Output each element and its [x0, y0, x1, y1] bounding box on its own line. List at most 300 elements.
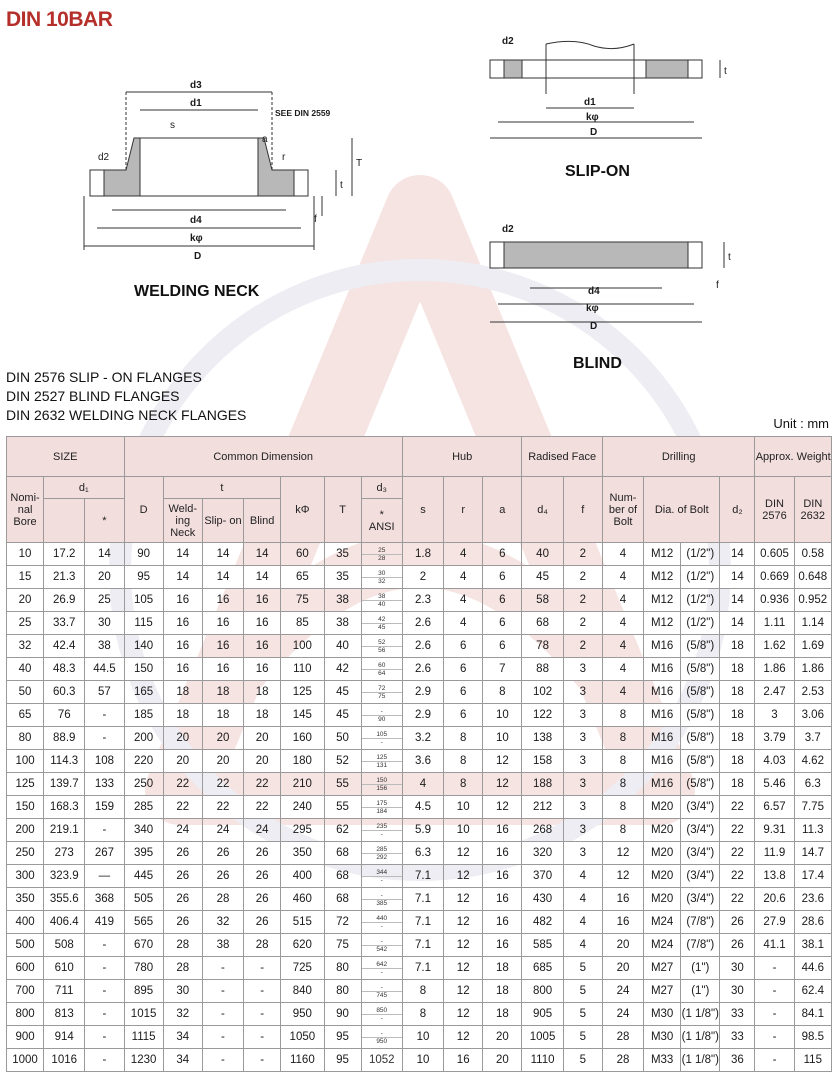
- cell-D: 1015: [124, 1003, 163, 1026]
- cell-d1s: 14: [85, 543, 124, 566]
- cell-ts: 32: [202, 911, 243, 934]
- table-row: [7, 727, 832, 750]
- cell-a: 16: [483, 934, 522, 957]
- cell-ts: -: [202, 980, 243, 1003]
- cell-w2: 98.5: [794, 1026, 831, 1049]
- table-row: [7, 842, 832, 865]
- cell-w2: 4.62: [794, 750, 831, 773]
- cell-ts: 18: [202, 681, 243, 704]
- cell-d4: 188: [522, 773, 563, 796]
- cell-w1: 9.31: [755, 819, 794, 842]
- cell-d4: 370: [522, 865, 563, 888]
- cell-d3: - 745: [361, 980, 402, 1003]
- blind-caption: BLIND: [573, 355, 622, 372]
- cell-d1s: 57: [85, 681, 124, 704]
- cell-T: 90: [324, 1003, 361, 1026]
- cell-nb: 100: [7, 750, 44, 773]
- d4-header: d₄: [522, 477, 563, 543]
- cell-d1s: -: [85, 980, 124, 1003]
- cell-D: 90: [124, 543, 163, 566]
- cell-d1: 76: [44, 704, 85, 727]
- din2632-header: DIN 2632: [794, 477, 831, 543]
- cell-f: 3: [563, 727, 602, 750]
- table-row: [7, 819, 832, 842]
- cell-s: 7.1: [402, 888, 443, 911]
- cell-ts: 28: [202, 888, 243, 911]
- cell-k: 145: [281, 704, 324, 727]
- cell-nb: 10: [7, 543, 44, 566]
- cell-n: 8: [602, 796, 643, 819]
- d3-ansi-header: [361, 499, 402, 543]
- cell-f: 4: [563, 865, 602, 888]
- d3-header: d₃: [361, 477, 402, 499]
- cell-ts: 22: [202, 796, 243, 819]
- cell-w2: 3.7: [794, 727, 831, 750]
- svg-text:T: T: [356, 158, 363, 169]
- unit-label: Unit : mm: [773, 416, 829, 431]
- cell-d4: 905: [522, 1003, 563, 1026]
- a-header: a: [483, 477, 522, 543]
- cell-tb: -: [244, 980, 281, 1003]
- d1-value-header: [44, 499, 85, 543]
- cell-d3: 344 -: [361, 865, 402, 888]
- cell-tb: 26: [244, 888, 281, 911]
- cell-ts: -: [202, 957, 243, 980]
- cell-n: 4: [602, 681, 643, 704]
- cell-n: 16: [602, 911, 643, 934]
- cell-k: 400: [281, 865, 324, 888]
- cell-k: 85: [281, 612, 324, 635]
- cell-T: 35: [324, 543, 361, 566]
- cell-n: 4: [602, 566, 643, 589]
- cell-d4: 45: [522, 566, 563, 589]
- cell-in: (3/4"): [681, 842, 720, 865]
- cell-a: 6: [483, 635, 522, 658]
- cell-ts: 16: [202, 658, 243, 681]
- cell-w1: 20.6: [755, 888, 794, 911]
- standard-blind: DIN 2527 BLIND FLANGES: [6, 388, 180, 404]
- cell-n: 4: [602, 543, 643, 566]
- cell-T: 55: [324, 796, 361, 819]
- cell-a: 10: [483, 704, 522, 727]
- cell-d4: 482: [522, 911, 563, 934]
- cell-w2: 0.58: [794, 543, 831, 566]
- cell-d3: 105 -: [361, 727, 402, 750]
- cell-s: 7.1: [402, 957, 443, 980]
- cell-d1s: 368: [85, 888, 124, 911]
- cell-k: 110: [281, 658, 324, 681]
- cell-n: 4: [602, 658, 643, 681]
- cell-tb: 28: [244, 934, 281, 957]
- cell-d1s: -: [85, 1003, 124, 1026]
- cell-d1s: -: [85, 819, 124, 842]
- cell-m: M12: [644, 612, 681, 635]
- cell-r: 10: [444, 796, 483, 819]
- cell-d4: 138: [522, 727, 563, 750]
- cell-d2: 26: [720, 911, 755, 934]
- cell-tb: 18: [244, 704, 281, 727]
- table-row: [7, 865, 832, 888]
- cell-ts: 38: [202, 934, 243, 957]
- cell-r: 6: [444, 658, 483, 681]
- cell-tb: -: [244, 1003, 281, 1026]
- d1-header: d₁: [44, 477, 124, 499]
- cell-d4: 68: [522, 612, 563, 635]
- cell-nb: 80: [7, 727, 44, 750]
- cell-d4: 212: [522, 796, 563, 819]
- cell-r: 6: [444, 704, 483, 727]
- cell-k: 65: [281, 566, 324, 589]
- cell-in: (1 1/8"): [681, 1026, 720, 1049]
- cell-in: (3/4"): [681, 888, 720, 911]
- cell-k: 950: [281, 1003, 324, 1026]
- cell-d2: 36: [720, 1049, 755, 1072]
- cell-k: 840: [281, 980, 324, 1003]
- cell-w2: 23.6: [794, 888, 831, 911]
- cell-d3: 150 156: [361, 773, 402, 796]
- cell-w2: 84.1: [794, 1003, 831, 1026]
- cell-tb: 26: [244, 865, 281, 888]
- cell-d4: 88: [522, 658, 563, 681]
- drilling-header: Drilling: [602, 437, 755, 477]
- cell-f: 5: [563, 1026, 602, 1049]
- cell-ts: 18: [202, 704, 243, 727]
- cell-T: 68: [324, 888, 361, 911]
- cell-m: M27: [644, 980, 681, 1003]
- cell-r: 8: [444, 773, 483, 796]
- cell-w1: -: [755, 980, 794, 1003]
- cell-d2: 18: [720, 658, 755, 681]
- cell-tb: 14: [244, 566, 281, 589]
- cell-D: 395: [124, 842, 163, 865]
- cell-n: 12: [602, 865, 643, 888]
- cell-tw: 32: [163, 1003, 202, 1026]
- cell-tw: 28: [163, 934, 202, 957]
- cell-r: 12: [444, 980, 483, 1003]
- cell-T: 80: [324, 980, 361, 1003]
- cell-T: 80: [324, 957, 361, 980]
- table-body: [7, 543, 832, 1072]
- cell-d1s: 159: [85, 796, 124, 819]
- cell-r: 10: [444, 819, 483, 842]
- cell-m: M20: [644, 842, 681, 865]
- cell-T: 75: [324, 934, 361, 957]
- page-title: DIN 10BAR: [6, 8, 113, 31]
- cell-a: 8: [483, 681, 522, 704]
- cell-w1: 3: [755, 704, 794, 727]
- cell-w2: 14.7: [794, 842, 831, 865]
- cell-d1: 323.9: [44, 865, 85, 888]
- cell-d1: 711: [44, 980, 85, 1003]
- cell-d2: 14: [720, 543, 755, 566]
- cell-n: 8: [602, 773, 643, 796]
- cell-w2: 17.4: [794, 865, 831, 888]
- cell-d3: 850 -: [361, 1003, 402, 1026]
- cell-w1: 0.936: [755, 589, 794, 612]
- cell-in: (1/2"): [681, 566, 720, 589]
- cell-s: 8: [402, 1003, 443, 1026]
- cell-in: (5/8"): [681, 750, 720, 773]
- cell-d4: 430: [522, 888, 563, 911]
- cell-d3: 30 32: [361, 566, 402, 589]
- cell-d2: 30: [720, 980, 755, 1003]
- cell-w1: 0.669: [755, 566, 794, 589]
- cell-D: 140: [124, 635, 163, 658]
- cell-tb: 16: [244, 635, 281, 658]
- cell-T: 68: [324, 865, 361, 888]
- cell-s: 2.3: [402, 589, 443, 612]
- cell-d1s: 38: [85, 635, 124, 658]
- cell-f: 3: [563, 681, 602, 704]
- cell-w1: 1.11: [755, 612, 794, 635]
- cell-D: 105: [124, 589, 163, 612]
- cell-tw: 22: [163, 796, 202, 819]
- cell-tb: 18: [244, 681, 281, 704]
- cell-n: 8: [602, 750, 643, 773]
- cell-d3: 52 56: [361, 635, 402, 658]
- flange-dimension-table: [6, 436, 832, 1072]
- cell-a: 12: [483, 750, 522, 773]
- cell-d1s: —: [85, 865, 124, 888]
- cell-d1: 33.7: [44, 612, 85, 635]
- cell-d1: 355.6: [44, 888, 85, 911]
- cell-r: 12: [444, 842, 483, 865]
- cell-T: 45: [324, 704, 361, 727]
- cell-d2: 14: [720, 566, 755, 589]
- svg-text:f: f: [716, 280, 719, 291]
- cell-d3: - 542: [361, 934, 402, 957]
- cell-T: 68: [324, 842, 361, 865]
- d2-header: d₂: [720, 477, 755, 543]
- cell-f: 5: [563, 980, 602, 1003]
- cell-f: 5: [563, 957, 602, 980]
- cell-in: (1/2"): [681, 543, 720, 566]
- cell-m: M30: [644, 1026, 681, 1049]
- cell-n: 8: [602, 819, 643, 842]
- svg-text:f: f: [314, 214, 317, 225]
- cell-d1s: -: [85, 704, 124, 727]
- cell-D: 285: [124, 796, 163, 819]
- cell-ts: 16: [202, 612, 243, 635]
- svg-text:r: r: [282, 152, 286, 163]
- cell-d1s: -: [85, 957, 124, 980]
- cell-d3: 38 40: [361, 589, 402, 612]
- table-row: [7, 957, 832, 980]
- cell-d2: 14: [720, 612, 755, 635]
- cell-f: 2: [563, 635, 602, 658]
- cell-tb: 14: [244, 543, 281, 566]
- D-header: D: [124, 477, 163, 543]
- standard-slip-on: DIN 2576 SLIP - ON FLANGES: [6, 369, 202, 385]
- cell-s: 1.8: [402, 543, 443, 566]
- cell-d3: - 950: [361, 1026, 402, 1049]
- cell-d3: 285 292: [361, 842, 402, 865]
- svg-text:s: s: [170, 120, 175, 131]
- cell-w2: 1.14: [794, 612, 831, 635]
- cell-n: 8: [602, 704, 643, 727]
- cell-in: (1/2"): [681, 612, 720, 635]
- k-header: kΦ: [281, 477, 324, 543]
- cell-s: 10: [402, 1026, 443, 1049]
- cell-d4: 1110: [522, 1049, 563, 1072]
- cell-d4: 58: [522, 589, 563, 612]
- cell-d3: 175 184: [361, 796, 402, 819]
- table-row: [7, 796, 832, 819]
- cell-r: 8: [444, 750, 483, 773]
- cell-s: 4.5: [402, 796, 443, 819]
- cell-r: 16: [444, 1049, 483, 1072]
- cell-n: 4: [602, 589, 643, 612]
- cell-nb: 125: [7, 773, 44, 796]
- cell-s: 2.6: [402, 612, 443, 635]
- cell-d4: 40: [522, 543, 563, 566]
- hub-header: Hub: [402, 437, 522, 477]
- table-row: [7, 589, 832, 612]
- table-row: [7, 681, 832, 704]
- cell-a: 18: [483, 980, 522, 1003]
- cell-w2: 11.3: [794, 819, 831, 842]
- cell-d2: 30: [720, 957, 755, 980]
- cell-s: 3.2: [402, 727, 443, 750]
- cell-d3: 25 28: [361, 543, 402, 566]
- cell-s: 2: [402, 566, 443, 589]
- cell-m: M16: [644, 635, 681, 658]
- cell-m: M27: [644, 957, 681, 980]
- cell-nb: 800: [7, 1003, 44, 1026]
- cell-nb: 400: [7, 911, 44, 934]
- bolt-dia-header: Dia. of Bolt: [644, 477, 720, 543]
- cell-w2: 44.6: [794, 957, 831, 980]
- cell-a: 16: [483, 819, 522, 842]
- cell-a: 20: [483, 1049, 522, 1072]
- cell-k: 240: [281, 796, 324, 819]
- table-row: [7, 1049, 832, 1072]
- cell-D: 165: [124, 681, 163, 704]
- cell-d1: 1016: [44, 1049, 85, 1072]
- cell-d4: 122: [522, 704, 563, 727]
- cell-ts: -: [202, 1026, 243, 1049]
- cell-r: 6: [444, 681, 483, 704]
- cell-f: 4: [563, 888, 602, 911]
- cell-ts: 22: [202, 773, 243, 796]
- cell-w1: 3.79: [755, 727, 794, 750]
- cell-d2: 18: [720, 727, 755, 750]
- cell-w2: 2.53: [794, 681, 831, 704]
- cell-m: M12: [644, 566, 681, 589]
- slip-on-t-header: Slip- on: [202, 499, 243, 543]
- cell-nb: 50: [7, 681, 44, 704]
- cell-in: (5/8"): [681, 704, 720, 727]
- cell-nb: 350: [7, 888, 44, 911]
- cell-r: 12: [444, 934, 483, 957]
- cell-r: 4: [444, 543, 483, 566]
- table-row: [7, 612, 832, 635]
- svg-text:d2: d2: [98, 152, 110, 163]
- cell-f: 3: [563, 704, 602, 727]
- cell-s: 3.6: [402, 750, 443, 773]
- cell-in: (5/8"): [681, 635, 720, 658]
- cell-w1: 1.86: [755, 658, 794, 681]
- cell-w2: 28.6: [794, 911, 831, 934]
- cell-nb: 300: [7, 865, 44, 888]
- cell-m: M20: [644, 865, 681, 888]
- d1-star-header: *: [85, 499, 124, 543]
- cell-f: 2: [563, 543, 602, 566]
- cell-w1: 27.9: [755, 911, 794, 934]
- cell-w2: 115: [794, 1049, 831, 1072]
- cell-a: 16: [483, 842, 522, 865]
- cell-nb: 150: [7, 796, 44, 819]
- cell-d1s: 108: [85, 750, 124, 773]
- cell-d4: 158: [522, 750, 563, 773]
- cell-m: M12: [644, 543, 681, 566]
- cell-a: 20: [483, 1026, 522, 1049]
- cell-r: 12: [444, 1026, 483, 1049]
- cell-s: 5.9: [402, 819, 443, 842]
- cell-k: 350: [281, 842, 324, 865]
- cell-d2: 18: [720, 750, 755, 773]
- svg-text:kφ: kφ: [190, 233, 203, 244]
- cell-ts: 26: [202, 842, 243, 865]
- cell-d1s: 267: [85, 842, 124, 865]
- cell-k: 620: [281, 934, 324, 957]
- cell-d4: 268: [522, 819, 563, 842]
- cell-d1: 114.3: [44, 750, 85, 773]
- cell-w2: 0.648: [794, 566, 831, 589]
- nominal-bore-header: Nomi-nal Bore: [7, 477, 44, 543]
- cell-a: 16: [483, 865, 522, 888]
- blind-drawing: [484, 218, 744, 338]
- cell-in: (1/2"): [681, 589, 720, 612]
- svg-text:d2: d2: [502, 224, 514, 235]
- cell-T: 55: [324, 773, 361, 796]
- cell-nb: 25: [7, 612, 44, 635]
- cell-m: M20: [644, 796, 681, 819]
- cell-w1: -: [755, 1026, 794, 1049]
- cell-m: M12: [644, 589, 681, 612]
- cell-tw: 26: [163, 911, 202, 934]
- cell-m: M24: [644, 911, 681, 934]
- cell-D: 1230: [124, 1049, 163, 1072]
- cell-d2: 26: [720, 934, 755, 957]
- cell-a: 16: [483, 888, 522, 911]
- cell-d3: 440 -: [361, 911, 402, 934]
- cell-n: 16: [602, 888, 643, 911]
- cell-k: 295: [281, 819, 324, 842]
- cell-d1: 139.7: [44, 773, 85, 796]
- svg-text:t: t: [724, 66, 727, 77]
- svg-text:t: t: [340, 180, 343, 191]
- cell-w1: -: [755, 1003, 794, 1026]
- cell-m: M16: [644, 658, 681, 681]
- cell-n: 8: [602, 727, 643, 750]
- cell-d3: 642 -: [361, 957, 402, 980]
- cell-w1: 1.62: [755, 635, 794, 658]
- cell-D: 445: [124, 865, 163, 888]
- cell-tw: 28: [163, 957, 202, 980]
- svg-text:d2: d2: [502, 36, 514, 47]
- svg-text:D: D: [194, 251, 202, 262]
- cell-w1: 41.1: [755, 934, 794, 957]
- cell-D: 670: [124, 934, 163, 957]
- cell-w1: -: [755, 957, 794, 980]
- cell-w1: -: [755, 1049, 794, 1072]
- cell-r: 12: [444, 1003, 483, 1026]
- table-row: [7, 934, 832, 957]
- cell-tb: -: [244, 957, 281, 980]
- cell-d3: - 90: [361, 704, 402, 727]
- cell-ts: 20: [202, 727, 243, 750]
